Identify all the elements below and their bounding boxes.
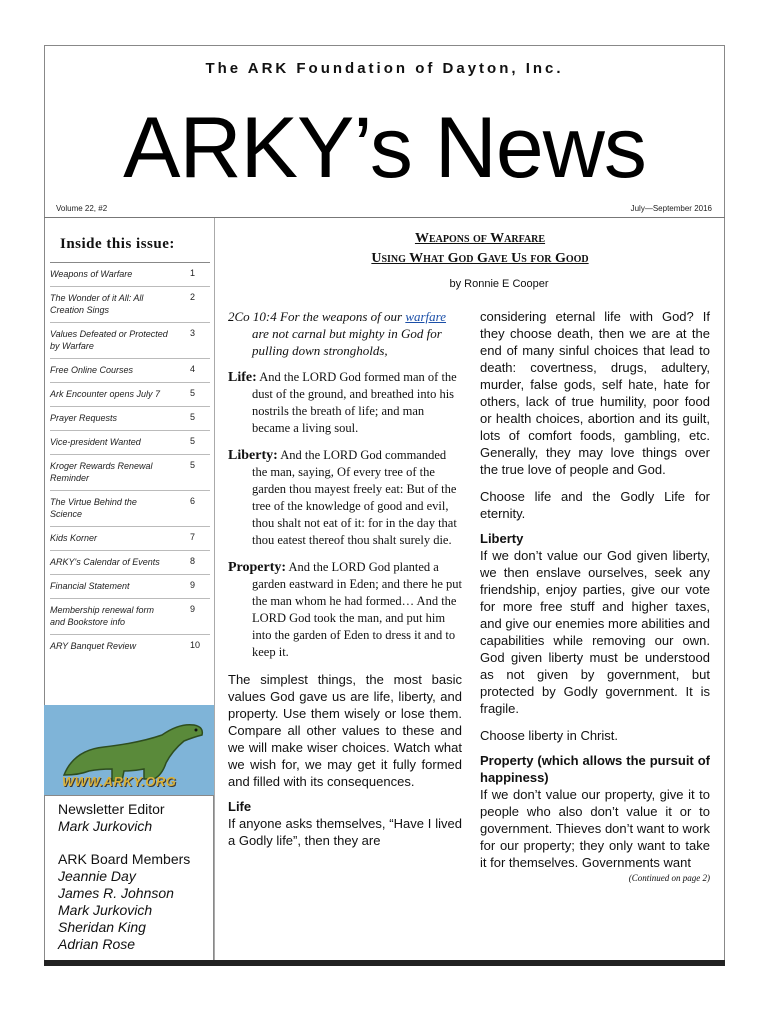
- toc-item-label: Membership renewal form and Bookstore info: [50, 605, 155, 627]
- property-definition: Property: And the LORD God planted a garden eastward in Eden; and there he put the man whom he had formed… And the LORD God took the man, and put him into the garden of Eden to dress it and to keep it.: [228, 560, 462, 659]
- liberty-heading: Liberty: [480, 531, 524, 546]
- life-definition: Life: And the LORD God formed man of the dust of the ground, and breathed into his nostrils the breath of life; and man became a living soul.: [228, 370, 457, 435]
- toc-item-label: The Wonder of it All: All Creation Sings: [50, 293, 144, 315]
- toc-item-page: 8: [190, 556, 196, 566]
- toc-item-page: 2: [190, 292, 196, 302]
- column-divider: [214, 218, 215, 960]
- warfare-link[interactable]: warfare: [405, 309, 447, 324]
- toc-item-page: 6: [190, 496, 196, 506]
- article-title-line1: Weapons of Warfare: [414, 231, 546, 246]
- toc-item-page: 5: [190, 436, 196, 446]
- liberty-definition: Liberty: And the LORD God commanded the man, saying, Of every tree of the garden thou mayest freely eat: But of the tree of the knowledge of good and evil, thou shalt not eat of it: for in the day that thou eatest thereof thou shalt surely die.: [228, 448, 457, 547]
- board-label: ARK Board Members: [58, 851, 191, 867]
- board-member: Jeannie Day: [58, 868, 136, 884]
- toc-item-page: 5: [190, 412, 196, 422]
- toc-item[interactable]: [50, 322, 210, 358]
- col2-paragraph-2: Choose life and the Godly Life for eternity.: [480, 489, 710, 521]
- staff-box: [44, 795, 214, 960]
- arky-logo-text: WWW.ARKY.ORG: [62, 774, 177, 789]
- table-of-contents: [50, 262, 210, 658]
- toc-item-label: Weapons of Warfare: [50, 269, 133, 279]
- toc-item-page: 9: [190, 604, 196, 614]
- toc-item[interactable]: [50, 262, 210, 286]
- toc-item-label: Vice-president Wanted: [50, 437, 141, 447]
- article-byline: by Ronnie E Cooper: [449, 278, 549, 290]
- toc-item-label: The Virtue Behind the Science: [50, 497, 137, 519]
- toc-item-label: Kids Korner: [50, 533, 98, 543]
- volume-label: Volume 22, #2: [56, 204, 108, 213]
- scripture-verse: 2Co 10:4 For the weapons of our warfare are not carnal but mighty in God for pulling down strongholds,: [228, 309, 447, 358]
- toc-item-label: ARKY's Calendar of Events: [50, 557, 160, 567]
- col2-paragraph-1: considering eternal life with God? If they choose death, then we are at the end of many sinful choices that lead to death: covertness, drugs, adultery, murder, false gods, self hate, hate for others, lack of true humility, poor food or health choices, abortion and its guilt, lots of comfort foods, gambling, etc. Generally, they may love things over the true love of people and God.: [480, 309, 710, 477]
- toc-item[interactable]: [50, 598, 210, 634]
- toc-item[interactable]: [50, 382, 210, 406]
- toc-item-page: 10: [190, 640, 201, 650]
- toc-item[interactable]: [50, 430, 210, 454]
- toc-item[interactable]: [50, 526, 210, 550]
- bottom-bar: [44, 960, 725, 966]
- property-heading: Property (which allows the pursuit of happiness): [480, 753, 710, 785]
- article-title: [250, 229, 710, 269]
- toc-item[interactable]: [50, 550, 210, 574]
- toc-item-page: 5: [190, 388, 196, 398]
- toc-item-label: ARY Banquet Review: [50, 641, 137, 651]
- liberty-closing: Choose liberty in Christ.: [480, 728, 618, 743]
- verse-reference: 2Co 10:4: [228, 309, 277, 324]
- toc-item[interactable]: [50, 286, 210, 322]
- toc-item-page: 1: [190, 268, 196, 278]
- life-paragraph: If anyone asks themselves, “Have I lived a Godly life”, then they are: [228, 816, 462, 848]
- article-column-1: [228, 308, 462, 849]
- organization-name: The ARK Foundation of Dayton, Inc.: [205, 60, 564, 77]
- toc-item-label: Kroger Rewards Renewal Reminder: [50, 461, 153, 483]
- toc-item-label: Values Defeated or Protected by Warfare: [50, 329, 168, 351]
- life-heading: Life: [228, 799, 252, 814]
- toc-item[interactable]: [50, 454, 210, 490]
- toc-item[interactable]: [50, 574, 210, 598]
- board-member: Adrian Rose: [58, 936, 136, 952]
- toc-item[interactable]: [50, 634, 210, 658]
- continued-note[interactable]: (Continued on page 2): [628, 873, 710, 883]
- toc-item-page: 3: [190, 328, 196, 338]
- toc-item-label: Free Online Courses: [50, 365, 134, 375]
- board-member: James R. Johnson: [58, 885, 174, 901]
- toc-item-page: 7: [190, 532, 196, 542]
- article-title-line2: Using What God Gave Us for Good: [371, 251, 589, 266]
- toc-item-label: Ark Encounter opens July 7: [50, 389, 161, 399]
- board-members-list: [58, 868, 213, 953]
- editor-name: Mark Jurkovich: [58, 818, 153, 834]
- board-member: Mark Jurkovich: [58, 902, 153, 918]
- toc-item-label: Financial Statement: [50, 581, 130, 591]
- inside-issue-title: Inside this issue:: [60, 236, 175, 252]
- editor-label: Newsletter Editor: [58, 801, 165, 817]
- masthead-title: ARKY’s News: [123, 100, 646, 196]
- toc-item[interactable]: [50, 406, 210, 430]
- intro-paragraph: The simplest things, the most basic values God gave us are life, liberty, and property. Use them wisely or lose them. Compare all other values to these and we will make wiser choices. Watch what we wish for, we may get it fully formed and filled with its consequences.: [228, 672, 462, 789]
- toc-item-page: 4: [190, 364, 196, 374]
- property-paragraph: If we don’t value our property, give it to people who also don’t value it or to government. Thieves don’t want to work for our property; they only want to take it for themselves. Governments want: [480, 787, 710, 870]
- arky-logo-image: [44, 705, 214, 795]
- board-member: Sheridan King: [58, 919, 146, 935]
- toc-item-page: 5: [190, 460, 196, 470]
- header-rule: [44, 217, 725, 218]
- toc-item[interactable]: [50, 358, 210, 382]
- toc-item-label: Prayer Requests: [50, 413, 118, 423]
- issue-date: July—September 2016: [630, 204, 712, 213]
- liberty-paragraph: If we don’t value our God given liberty, we then enslave ourselves, seek any friendship, enjoy parties, give our vote for more free stuff and higher taxes, and give our enemies more abilities and capabilities while removing our own. God given liberty must be understood as not given by government, but protected by Godly government. It is fragile.: [480, 548, 710, 716]
- toc-item-page: 9: [190, 580, 196, 590]
- toc-item[interactable]: [50, 490, 210, 526]
- article-column-2: [480, 308, 710, 883]
